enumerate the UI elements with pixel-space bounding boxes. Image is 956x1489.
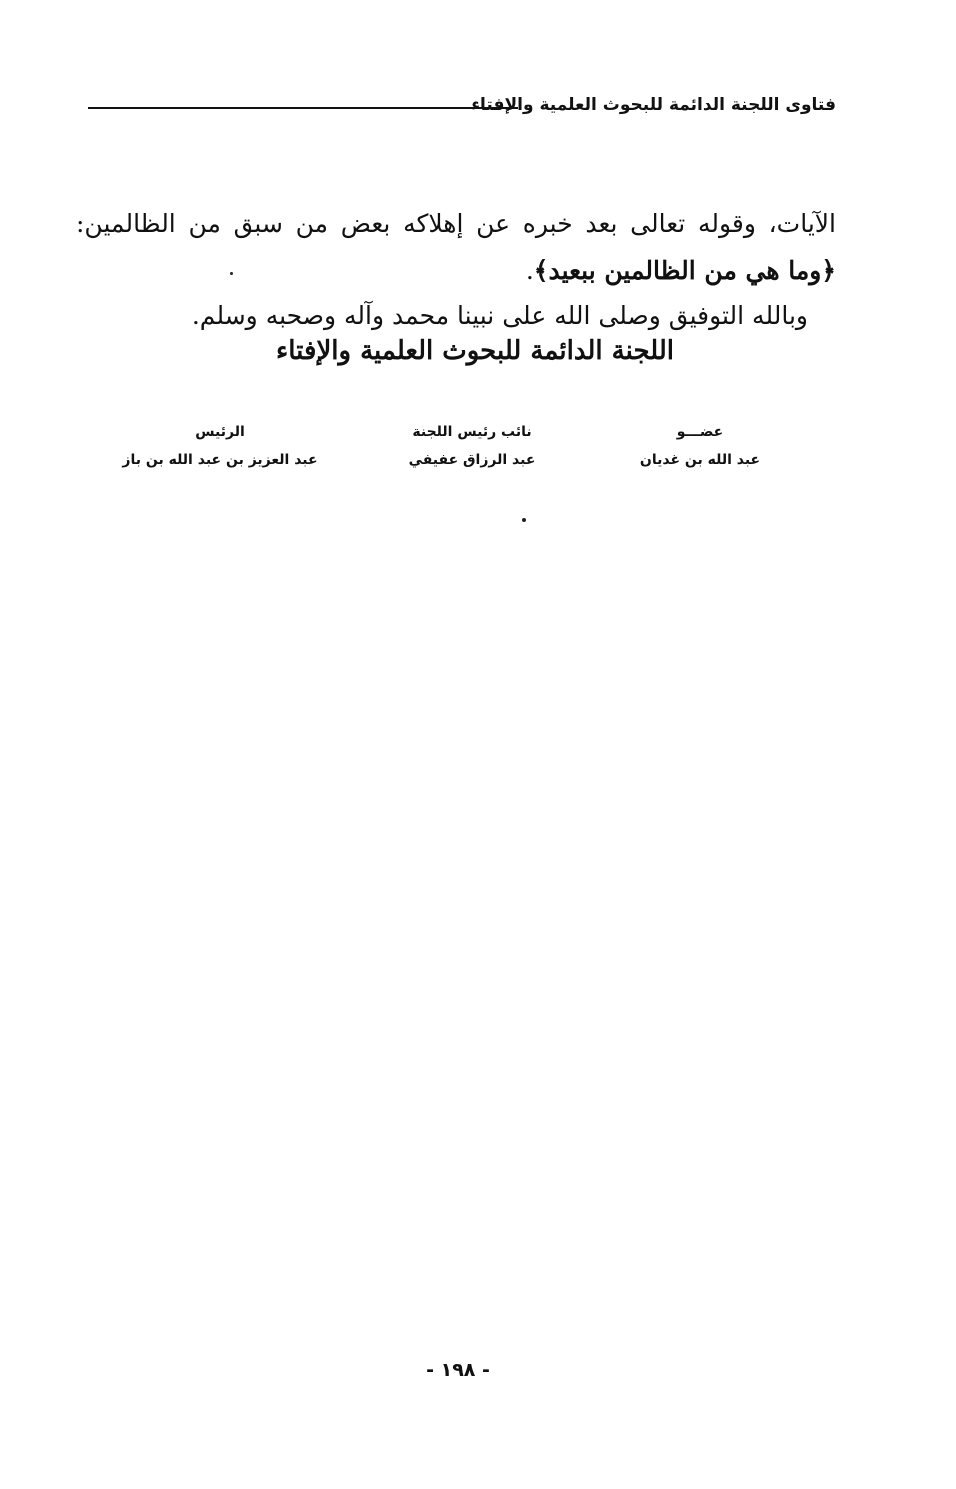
signatory-name: عبد الرزاق عفيفي xyxy=(408,452,536,468)
signatory-name: عبد العزيز بن عبد الله بن باز xyxy=(122,452,318,468)
quran-quote: ﴿وما هي من الظالمين ببعيد﴾ xyxy=(533,256,836,285)
page-number: - ١٩٨ - xyxy=(426,1359,490,1381)
body-text-after-quote: . xyxy=(525,256,534,285)
running-header xyxy=(88,92,836,122)
signatory-name: عبد الله بن غديان xyxy=(639,452,761,468)
signatory-member xyxy=(570,418,830,474)
signatory-vice-chair xyxy=(342,418,602,474)
header-title: فتاوى اللجنة الدائمة للبحوث العلمية والإفتاء xyxy=(471,95,836,115)
body-text-before-quote: الآيات، وقوله تعالى بعد خبره عن إهلاكه بعض من سبق من الظالمين: xyxy=(76,209,836,238)
committee-name: اللجنة الدائمة للبحوث العلمية والإفتاء xyxy=(276,336,674,366)
fatwa-body-paragraph xyxy=(76,200,836,294)
signatory-title: نائب رئيس اللجنة xyxy=(412,424,532,440)
signatory-title: عضـــو xyxy=(676,424,724,440)
header-rule xyxy=(88,107,518,109)
signatory-title: الرئيس xyxy=(195,424,245,440)
signatory-chair xyxy=(90,418,350,474)
closing-line: وبالله التوفيق وصلى الله على نبينا محمد وآله وصحبه وسلم. xyxy=(191,301,808,330)
scan-speck xyxy=(230,272,233,275)
scan-speck xyxy=(522,518,526,522)
